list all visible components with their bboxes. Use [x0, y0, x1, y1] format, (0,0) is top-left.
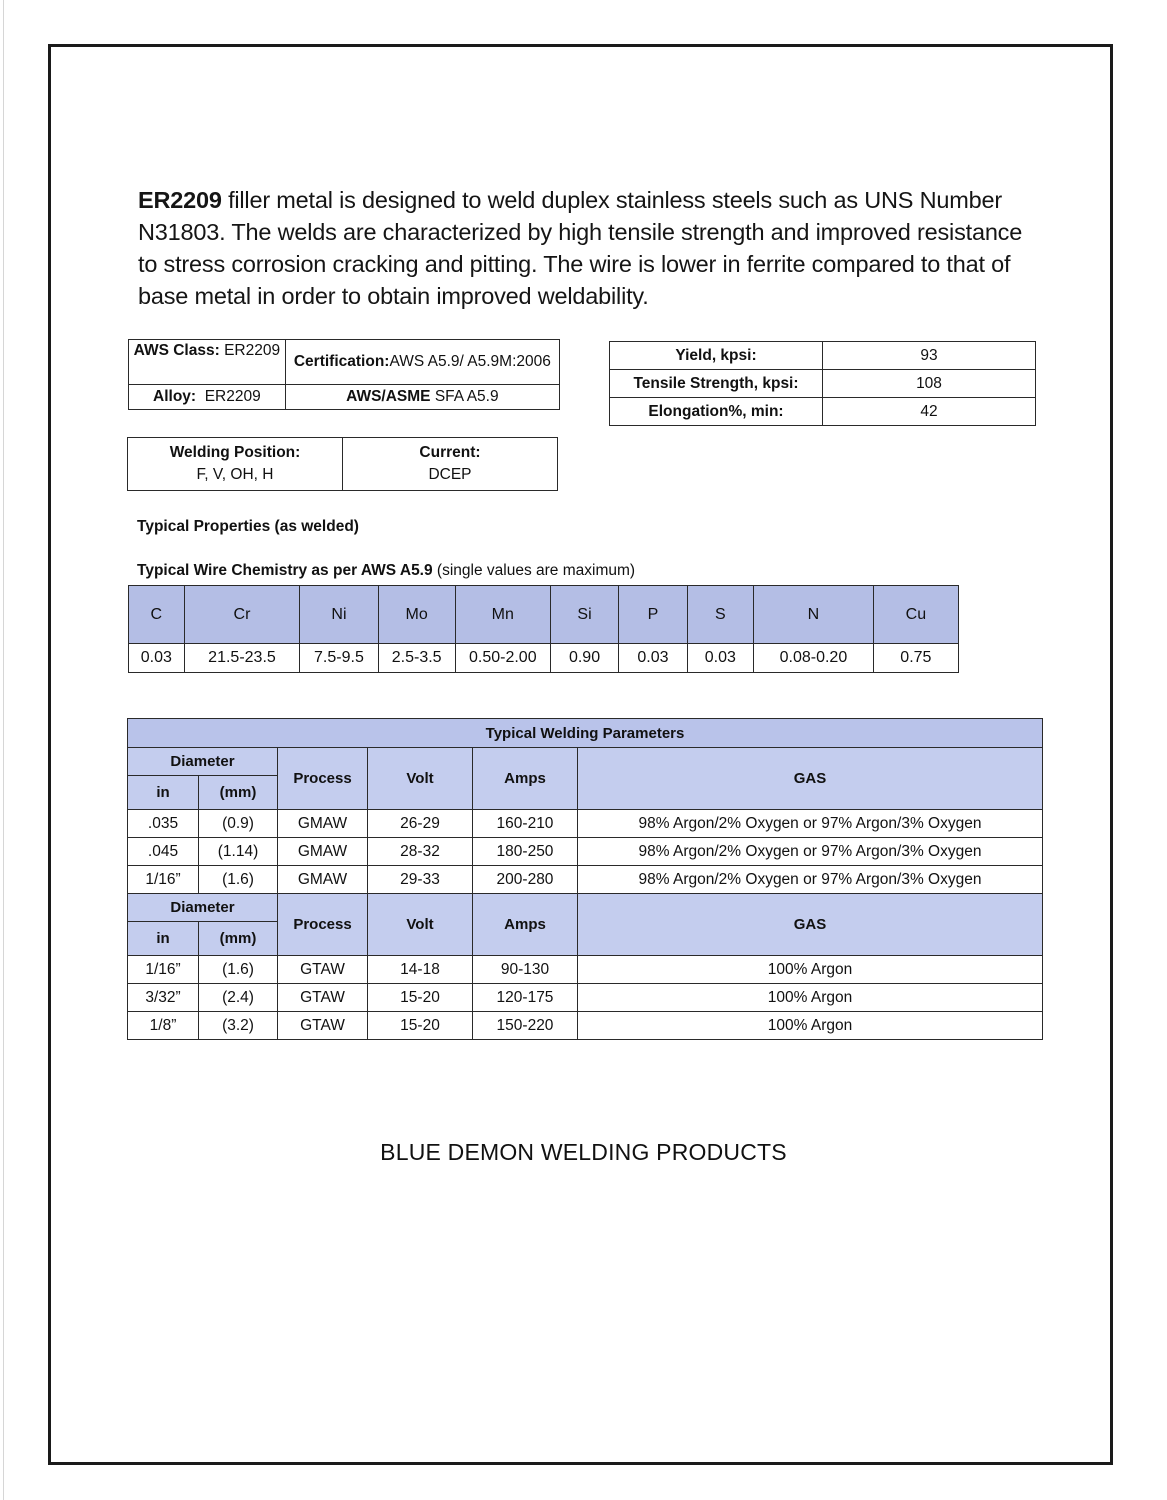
param-volt: 26-29: [368, 810, 473, 838]
param-volt: 28-32: [368, 838, 473, 866]
param-in: 1/8”: [128, 1012, 199, 1040]
chemistry-element-value: 0.03: [619, 644, 687, 673]
chemistry-element-header: Cu: [873, 586, 958, 644]
param-in: 3/32”: [128, 984, 199, 1012]
table-row: [129, 385, 560, 410]
chemistry-element-value: 21.5-23.5: [184, 644, 300, 673]
welding-param-row: [128, 810, 1043, 838]
mm-header: (mm): [199, 922, 278, 956]
yield-label: Yield, kpsi:: [610, 342, 823, 370]
welding-position-value: F, V, OH, H: [196, 466, 274, 483]
typical-properties-title: Typical Properties (as welded): [137, 518, 359, 535]
current-cell: [343, 438, 558, 491]
process-header: Process: [278, 748, 368, 810]
elongation-label: Elongation%, min:: [610, 398, 823, 426]
param-process: GMAW: [278, 810, 368, 838]
param-mm: (2.4): [199, 984, 278, 1012]
chemistry-element-header: C: [129, 586, 185, 644]
welding-param-row: [128, 1012, 1043, 1040]
chemistry-element-value: 0.08-0.20: [754, 644, 874, 673]
amps-header: Amps: [473, 748, 578, 810]
param-in: .035: [128, 810, 199, 838]
aws-class-cell: [129, 340, 286, 385]
param-mm: (1.14): [199, 838, 278, 866]
alloy-cell: [129, 385, 286, 410]
chemistry-element-header: P: [619, 586, 687, 644]
param-mm: (1.6): [199, 956, 278, 984]
param-gas: 98% Argon/2% Oxygen or 97% Argon/3% Oxygen: [578, 838, 1043, 866]
chemistry-element-value: 0.03: [129, 644, 185, 673]
param-gas: 100% Argon: [578, 1012, 1043, 1040]
param-amps: 200-280: [473, 866, 578, 894]
tensile-strength-value: 108: [823, 370, 1036, 398]
welding-header-row: [128, 748, 1043, 776]
alloy-label: Alloy:: [153, 388, 197, 405]
welding-param-row: [128, 956, 1043, 984]
welding-header-row: [128, 894, 1043, 922]
chemistry-title: [137, 562, 635, 580]
current-label: Current:: [419, 444, 481, 461]
elongation-value: 42: [823, 398, 1036, 426]
gas-header: GAS: [578, 894, 1043, 956]
chemistry-element-header: N: [754, 586, 874, 644]
aws-class-value: ER2209: [219, 342, 281, 359]
company-footer: BLUE DEMON WELDING PRODUCTS: [380, 1139, 787, 1165]
param-process: GMAW: [278, 866, 368, 894]
param-amps: 120-175: [473, 984, 578, 1012]
volt-header: Volt: [368, 894, 473, 956]
diameter-header: Diameter: [128, 894, 278, 922]
mm-header: (mm): [199, 776, 278, 810]
param-in: 1/16”: [128, 866, 199, 894]
param-mm: (3.2): [199, 1012, 278, 1040]
param-in: .045: [128, 838, 199, 866]
intro-text: filler metal is designed to weld duplex stainless steels such as UNS Number N31803. The welds are characterized by high tensile strength and improved resistance to stress corrosion cracking and pitting. The wire is lower in ferrite compared to that of base metal in order to obtain improved weldability.: [138, 186, 1023, 309]
chemistry-element-header: Ni: [300, 586, 378, 644]
param-mm: (1.6): [199, 866, 278, 894]
param-amps: 160-210: [473, 810, 578, 838]
position-current-table: [127, 437, 558, 491]
in-header: in: [128, 776, 199, 810]
gas-header: GAS: [578, 748, 1043, 810]
welding-title-row: [128, 719, 1043, 748]
aws-class-label: AWS Class:: [133, 342, 220, 359]
param-amps: 150-220: [473, 1012, 578, 1040]
certification-cell: [285, 340, 559, 385]
param-gas: 100% Argon: [578, 956, 1043, 984]
spec-label: AWS/ASME: [346, 388, 431, 405]
chemistry-header-row: [129, 586, 959, 644]
chemistry-title-note: (single values are maximum): [432, 562, 636, 579]
param-gas: 100% Argon: [578, 984, 1043, 1012]
chemistry-element-header: Si: [550, 586, 618, 644]
table-row: [610, 370, 1036, 398]
param-gas: 98% Argon/2% Oxygen or 97% Argon/3% Oxygen: [578, 810, 1043, 838]
param-gas: 98% Argon/2% Oxygen or 97% Argon/3% Oxygen: [578, 866, 1043, 894]
scan-edge-line: [3, 0, 4, 1500]
param-process: GTAW: [278, 984, 368, 1012]
param-amps: 180-250: [473, 838, 578, 866]
volt-header: Volt: [368, 748, 473, 810]
chemistry-table: [128, 585, 959, 673]
yield-value: 93: [823, 342, 1036, 370]
param-process: GTAW: [278, 956, 368, 984]
welding-position-cell: [128, 438, 343, 491]
table-row: [129, 340, 560, 385]
diameter-header: Diameter: [128, 748, 278, 776]
param-process: GMAW: [278, 838, 368, 866]
param-volt: 29-33: [368, 866, 473, 894]
intro-paragraph: [138, 184, 1038, 312]
param-volt: 14-18: [368, 956, 473, 984]
current-value: DCEP: [428, 466, 472, 483]
chemistry-element-header: Cr: [184, 586, 300, 644]
classification-table: [128, 339, 560, 410]
tensile-strength-label: Tensile Strength, kpsi:: [610, 370, 823, 398]
welding-param-row: [128, 838, 1043, 866]
in-header: in: [128, 922, 199, 956]
amps-header: Amps: [473, 894, 578, 956]
chemistry-element-header: S: [687, 586, 753, 644]
spec-value: SFA A5.9: [430, 388, 499, 405]
mechanical-properties-table: [609, 341, 1036, 426]
param-mm: (0.9): [199, 810, 278, 838]
param-in: 1/16”: [128, 956, 199, 984]
chemistry-element-value: 0.50-2.00: [455, 644, 550, 673]
table-row: [128, 438, 558, 491]
chemistry-element-value: 7.5-9.5: [300, 644, 378, 673]
chemistry-values-row: [129, 644, 959, 673]
param-process: GTAW: [278, 1012, 368, 1040]
param-volt: 15-20: [368, 1012, 473, 1040]
certification-value: AWS A5.9/ A5.9M:2006: [389, 353, 551, 370]
welding-params-title: Typical Welding Parameters: [128, 719, 1043, 748]
chemistry-title-bold: Typical Wire Chemistry as per AWS A5.9: [137, 562, 433, 579]
process-header: Process: [278, 894, 368, 956]
table-row: [610, 398, 1036, 426]
chemistry-element-header: Mn: [455, 586, 550, 644]
certification-label: Certification:: [293, 353, 390, 370]
welding-param-row: [128, 866, 1043, 894]
param-volt: 15-20: [368, 984, 473, 1012]
spec-cell: [285, 385, 559, 410]
welding-position-label: Welding Position:: [169, 444, 301, 461]
welding-param-row: [128, 984, 1043, 1012]
chemistry-element-value: 0.90: [550, 644, 618, 673]
chemistry-element-value: 2.5-3.5: [378, 644, 455, 673]
chemistry-element-value: 0.75: [873, 644, 958, 673]
table-row: [610, 342, 1036, 370]
welding-parameters-table: [127, 718, 1043, 1040]
product-name: ER2209: [138, 186, 222, 213]
chemistry-element-value: 0.03: [687, 644, 753, 673]
alloy-value: ER2209: [196, 388, 261, 405]
chemistry-element-header: Mo: [378, 586, 455, 644]
param-amps: 90-130: [473, 956, 578, 984]
